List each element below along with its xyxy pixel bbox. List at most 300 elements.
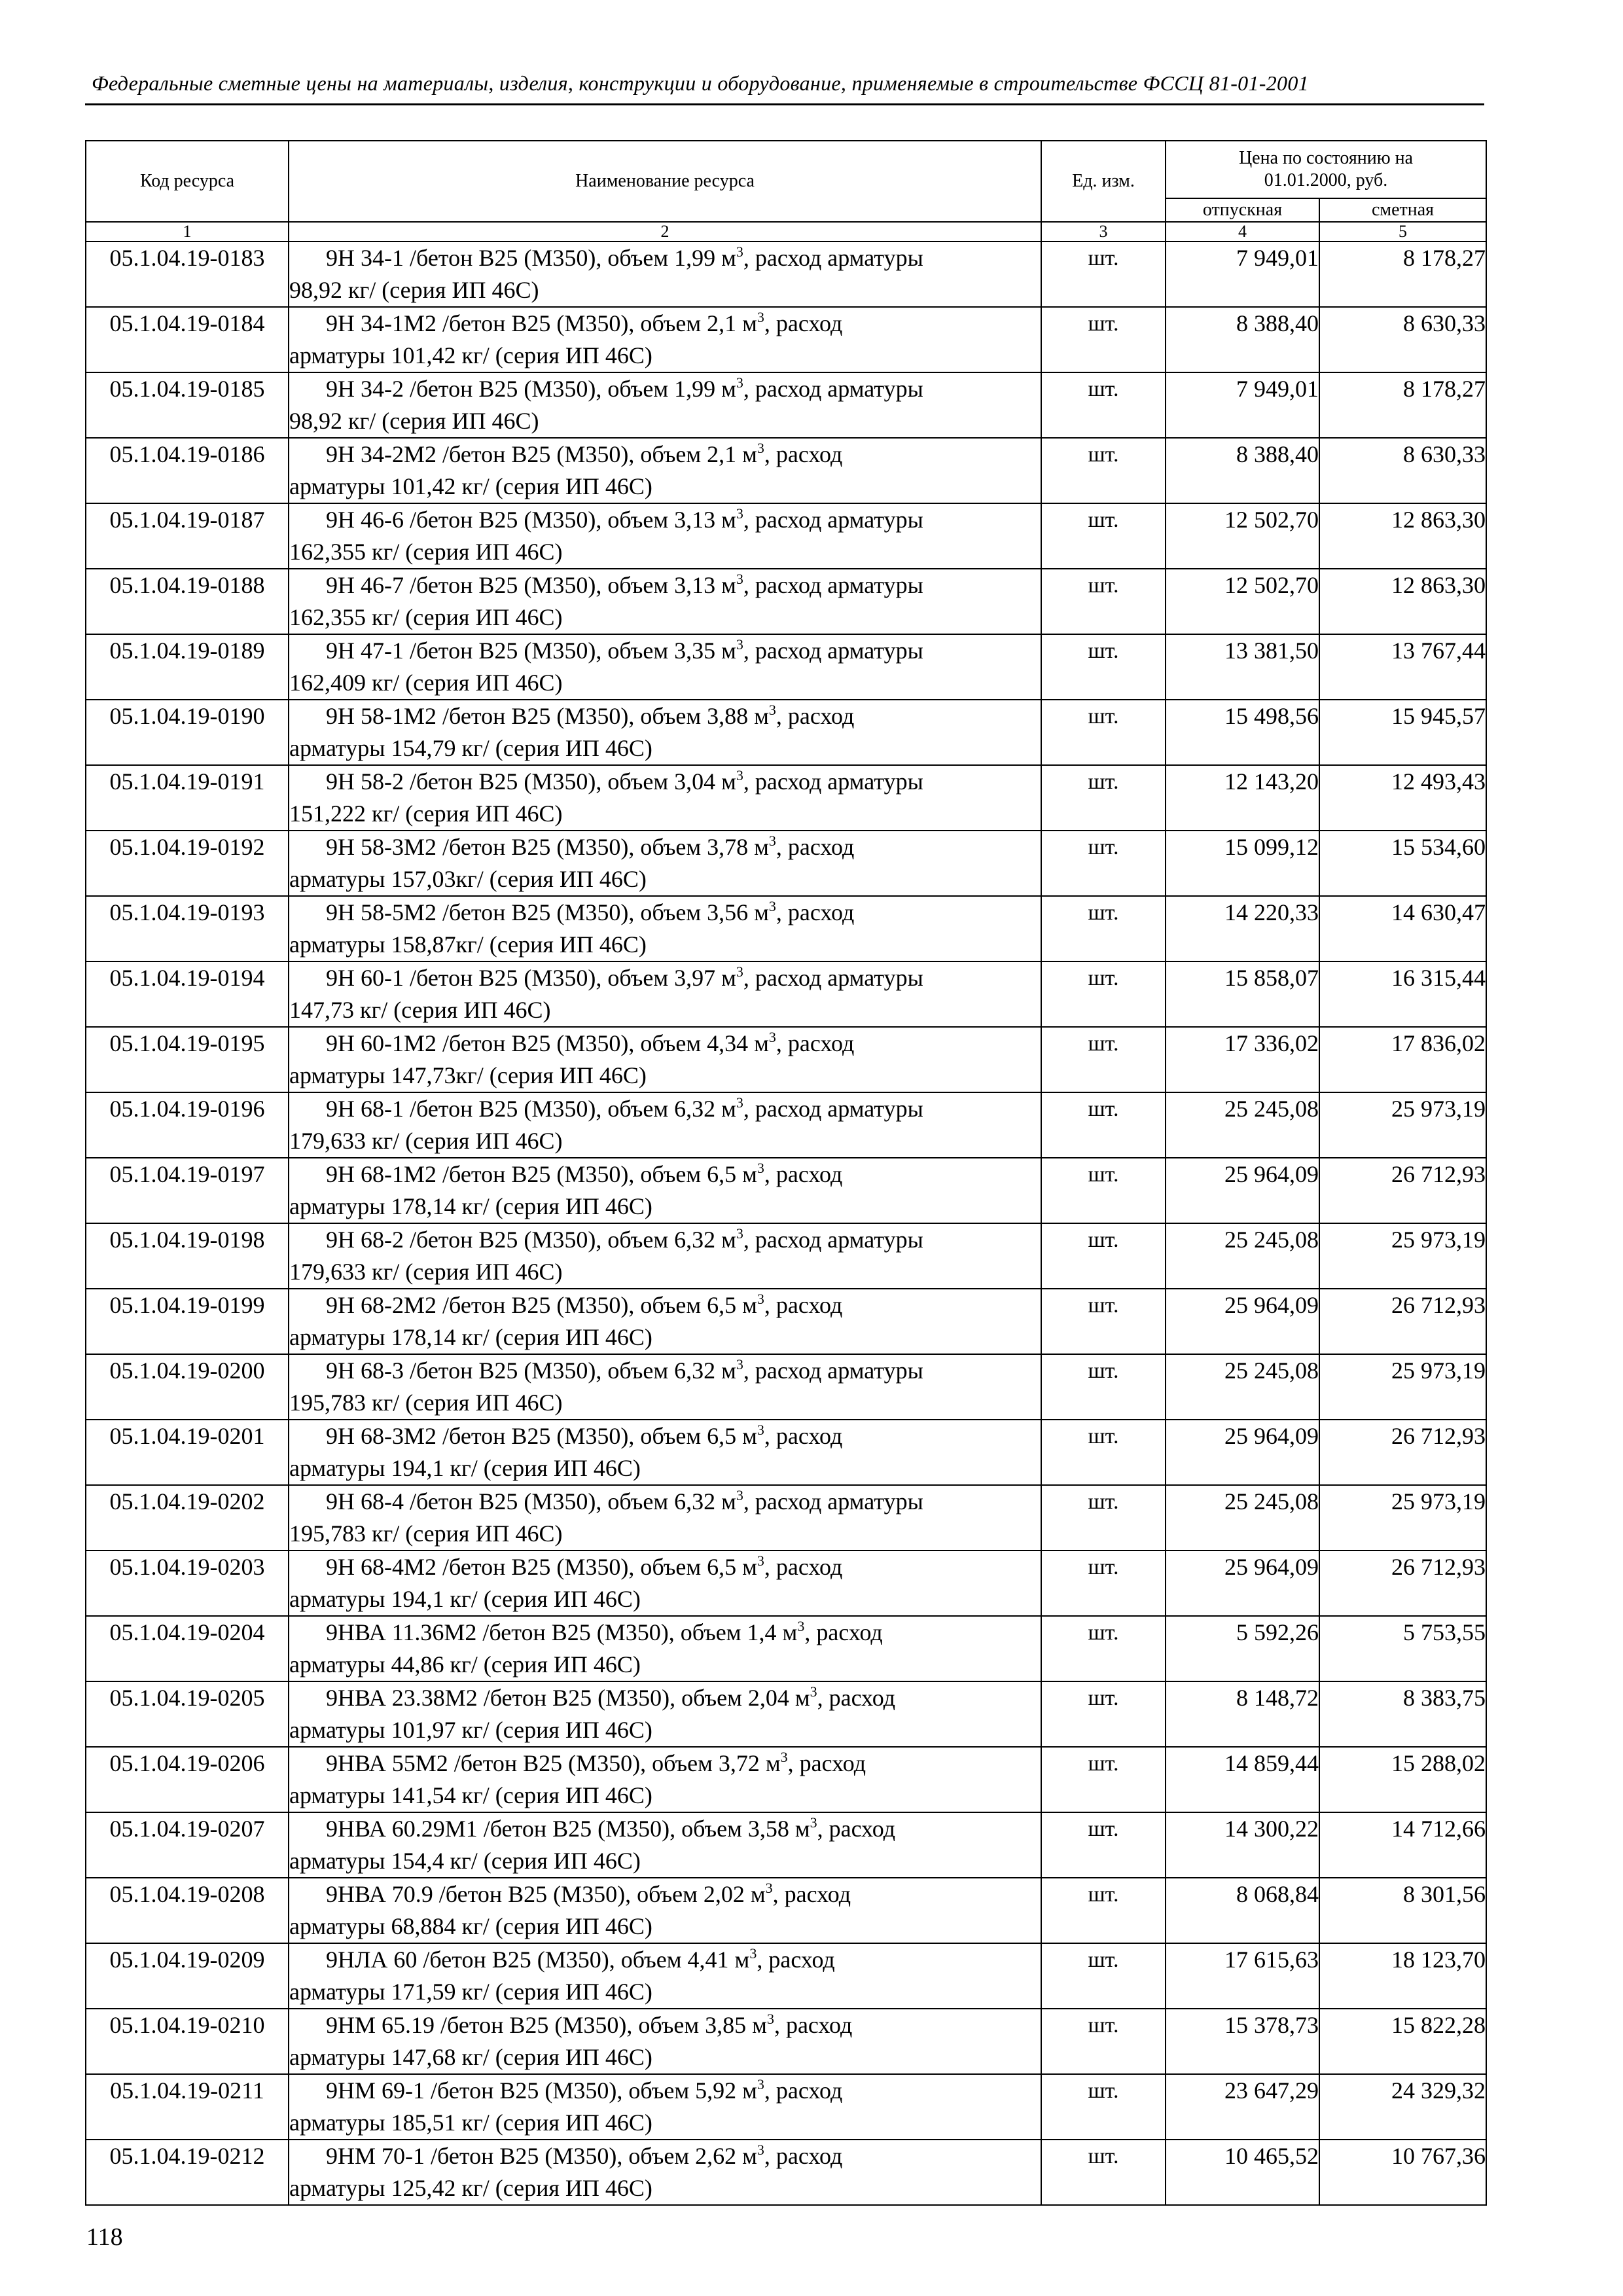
estimate-price: 17 836,02 (1319, 1027, 1486, 1092)
estimate-price: 8 178,27 (1319, 372, 1486, 438)
release-price: 25 964,09 (1166, 1289, 1319, 1354)
price-table (85, 140, 1487, 2206)
resource-name (289, 503, 1041, 569)
superscript: 3 (768, 1029, 776, 1045)
table-row (86, 1485, 1486, 1551)
resource-name-line1: 9Н 58-3М2 /бетон В25 (М350), объем 3,78 м (326, 834, 769, 860)
resource-name (289, 1616, 1041, 1681)
unit-cell: шт. (1041, 372, 1166, 438)
estimate-price: 26 712,93 (1319, 1420, 1486, 1485)
resource-name (289, 765, 1041, 831)
unit-cell: шт. (1041, 1616, 1166, 1681)
resource-name (289, 1158, 1041, 1223)
unit-cell: шт. (1041, 765, 1166, 831)
unit-cell: шт. (1041, 1812, 1166, 1878)
resource-code: 05.1.04.19-0193 (86, 896, 289, 961)
resource-name-line1: 9НЛА 60 /бетон В25 (М350), объем 4,41 м (326, 1946, 750, 1973)
estimate-price: 5 753,55 (1319, 1616, 1486, 1681)
unit-cell: шт. (1041, 634, 1166, 700)
table-row (86, 1812, 1486, 1878)
page-number: 118 (86, 2223, 123, 2251)
document-header-title: Федеральные сметные цены на материалы, изделия, конструкции и оборудование, применяемые в строительстве ФССЦ 81-01-2001 (92, 71, 1309, 95)
resource-code: 05.1.04.19-0206 (86, 1747, 289, 1812)
table-row (86, 1878, 1486, 1943)
resource-code: 05.1.04.19-0185 (86, 372, 289, 438)
superscript: 3 (757, 1552, 764, 1569)
resource-name-line1: 9НВА 23.38М2 /бетон В25 (М350), объем 2,04 м (326, 1685, 810, 1711)
resource-name (289, 1223, 1041, 1289)
estimate-price: 16 315,44 (1319, 961, 1486, 1027)
table-row (86, 1092, 1486, 1158)
release-price: 8 388,40 (1166, 307, 1319, 372)
superscript: 3 (749, 1945, 757, 1962)
resource-code: 05.1.04.19-0189 (86, 634, 289, 700)
unit-cell: шт. (1041, 569, 1166, 634)
column-number: 1 (86, 222, 289, 242)
unit-cell: шт. (1041, 896, 1166, 961)
release-price: 7 949,01 (1166, 242, 1319, 307)
estimate-price: 18 123,70 (1319, 1943, 1486, 2009)
unit-cell: шт. (1041, 1289, 1166, 1354)
release-price: 14 859,44 (1166, 1747, 1319, 1812)
resource-name-line2: арматуры 125,42 кг/ (серия ИП 46С) (289, 2175, 652, 2201)
resource-name (289, 307, 1041, 372)
unit-cell: шт. (1041, 1747, 1166, 1812)
resource-name (289, 1485, 1041, 1551)
estimate-price: 25 973,19 (1319, 1092, 1486, 1158)
resource-code: 05.1.04.19-0184 (86, 307, 289, 372)
superscript: 3 (736, 505, 743, 522)
estimate-price: 24 329,32 (1319, 2074, 1486, 2140)
resource-name (289, 1092, 1041, 1158)
column-number: 3 (1041, 222, 1166, 242)
resource-name-line1: 9Н 68-3М2 /бетон В25 (М350), объем 6,5 м (326, 1423, 757, 1449)
estimate-price: 10 767,36 (1319, 2140, 1486, 2205)
estimate-price: 25 973,19 (1319, 1223, 1486, 1289)
resource-name-line1: 9Н 34-2 /бетон В25 (М350), объем 1,99 м (326, 376, 736, 402)
unit-cell: шт. (1041, 2074, 1166, 2140)
resource-name (289, 1354, 1041, 1420)
release-price: 12 143,20 (1166, 765, 1319, 831)
resource-name (289, 896, 1041, 961)
resource-code: 05.1.04.19-0210 (86, 2009, 289, 2074)
resource-name-line1-rest: , расход арматуры (743, 768, 923, 795)
table-body (86, 242, 1486, 2205)
resource-code: 05.1.04.19-0201 (86, 1420, 289, 1485)
resource-code: 05.1.04.19-0188 (86, 569, 289, 634)
release-price: 12 502,70 (1166, 569, 1319, 634)
table-row (86, 634, 1486, 700)
release-price: 8 068,84 (1166, 1878, 1319, 1943)
resource-name-line2: арматуры 154,79 кг/ (серия ИП 46С) (289, 735, 652, 761)
resource-code: 05.1.04.19-0198 (86, 1223, 289, 1289)
resource-name-line1-rest: , расход арматуры (743, 1096, 923, 1122)
resource-name-line1: 9Н 68-3 /бетон В25 (М350), объем 6,32 м (326, 1357, 736, 1384)
table-row (86, 1158, 1486, 1223)
resource-name-line2: арматуры 158,87кг/ (серия ИП 46С) (289, 931, 647, 958)
unit-cell: шт. (1041, 2009, 1166, 2074)
resource-name (289, 1289, 1041, 1354)
table-row (86, 1551, 1486, 1616)
resource-name-line1-rest: , расход (764, 1554, 843, 1580)
resource-code: 05.1.04.19-0192 (86, 831, 289, 896)
unit-cell: шт. (1041, 1420, 1166, 1485)
resource-name (289, 2009, 1041, 2074)
table-row (86, 1747, 1486, 1812)
resource-name-line1-rest: , расход арматуры (743, 1227, 923, 1253)
release-price: 13 381,50 (1166, 634, 1319, 700)
table-row (86, 1354, 1486, 1420)
resource-code: 05.1.04.19-0183 (86, 242, 289, 307)
resource-name (289, 1878, 1041, 1943)
resource-name (289, 2140, 1041, 2205)
table-row (86, 242, 1486, 307)
resource-name-line1: 9Н 47-1 /бетон В25 (М350), объем 3,35 м (326, 637, 736, 664)
superscript: 3 (736, 243, 743, 260)
resource-code: 05.1.04.19-0202 (86, 1485, 289, 1551)
resource-name-line1-rest: , расход арматуры (743, 376, 923, 402)
resource-name-line1: 9Н 68-2 /бетон В25 (М350), объем 6,32 м (326, 1227, 736, 1253)
estimate-price: 13 767,44 (1319, 634, 1486, 700)
superscript: 3 (757, 1160, 764, 1176)
resource-code: 05.1.04.19-0194 (86, 961, 289, 1027)
release-price: 25 245,08 (1166, 1354, 1319, 1420)
resource-name-line1: 9НВА 11.36М2 /бетон В25 (М350), объем 1,4 м (326, 1619, 798, 1645)
superscript: 3 (736, 963, 743, 980)
release-price: 25 245,08 (1166, 1092, 1319, 1158)
resource-code: 05.1.04.19-0205 (86, 1681, 289, 1747)
resource-name-line1-rest: , расход (764, 441, 843, 467)
resource-code: 05.1.04.19-0195 (86, 1027, 289, 1092)
resource-name-line1: 9Н 68-1 /бетон В25 (М350), объем 6,32 м (326, 1096, 736, 1122)
estimate-price: 12 863,30 (1319, 503, 1486, 569)
resource-name (289, 242, 1041, 307)
superscript: 3 (736, 767, 743, 783)
column-number: 2 (289, 222, 1041, 242)
unit-cell: шт. (1041, 1485, 1166, 1551)
resource-name-line1: 9Н 60-1 /бетон В25 (М350), объем 3,97 м (326, 965, 736, 991)
resource-code: 05.1.04.19-0203 (86, 1551, 289, 1616)
release-price: 15 378,73 (1166, 2009, 1319, 2074)
superscript: 3 (757, 1422, 764, 1438)
resource-name-line1: 9Н 68-2М2 /бетон В25 (М350), объем 6,5 м (326, 1292, 757, 1318)
resource-name-line1-rest: , расход (764, 1161, 843, 1187)
resource-name-line2: 162,409 кг/ (серия ИП 46С) (289, 670, 563, 696)
resource-name-line2: арматуры 157,03кг/ (серия ИП 46С) (289, 866, 647, 892)
resource-code: 05.1.04.19-0186 (86, 438, 289, 503)
resource-code: 05.1.04.19-0208 (86, 1878, 289, 1943)
estimate-price: 26 712,93 (1319, 1158, 1486, 1223)
superscript: 3 (736, 1225, 743, 1242)
header-divider (85, 103, 1484, 105)
resource-name-line2: 162,355 кг/ (серия ИП 46С) (289, 539, 563, 565)
resource-code: 05.1.04.19-0190 (86, 700, 289, 765)
estimate-price: 15 945,57 (1319, 700, 1486, 765)
release-price: 12 502,70 (1166, 503, 1319, 569)
estimate-price: 12 493,43 (1319, 765, 1486, 831)
superscript: 3 (736, 374, 743, 391)
unit-cell: шт. (1041, 1681, 1166, 1747)
estimate-price: 8 383,75 (1319, 1681, 1486, 1747)
resource-name-line1: 9НВА 70.9 /бетон В25 (М350), объем 2,02 м (326, 1881, 766, 1907)
column-number: 4 (1166, 222, 1319, 242)
resource-name (289, 1747, 1041, 1812)
resource-name-line1-rest: , расход (776, 703, 855, 729)
resource-name-line1: 9Н 46-7 /бетон В25 (М350), объем 3,13 м (326, 572, 736, 598)
table-row (86, 503, 1486, 569)
resource-name-line1: 9НМ 65.19 /бетон В25 (М350), объем 3,85 м (326, 2012, 767, 2038)
table-row (86, 1289, 1486, 1354)
unit-cell: шт. (1041, 1027, 1166, 1092)
superscript: 3 (768, 833, 776, 849)
superscript: 3 (736, 1094, 743, 1111)
resource-name-line1: 9НМ 70-1 /бетон В25 (М350), объем 2,62 м (326, 2143, 757, 2169)
superscript: 3 (766, 2011, 774, 2027)
table-row (86, 831, 1486, 896)
resource-name-line2: 147,73 кг/ (серия ИП 46С) (289, 997, 551, 1023)
column-header-unit: Ед. изм. (1041, 141, 1166, 222)
release-price: 15 498,56 (1166, 700, 1319, 765)
release-price: 23 647,29 (1166, 2074, 1319, 2140)
resource-name-line1-rest: , расход (764, 310, 843, 336)
release-price: 15 099,12 (1166, 831, 1319, 896)
superscript: 3 (765, 1880, 773, 1896)
table-row (86, 2140, 1486, 2205)
unit-cell: шт. (1041, 1092, 1166, 1158)
estimate-price: 26 712,93 (1319, 1289, 1486, 1354)
resource-name (289, 1681, 1041, 1747)
resource-name-line1-rest: , расход (764, 1292, 843, 1318)
table-row (86, 700, 1486, 765)
resource-code: 05.1.04.19-0209 (86, 1943, 289, 2009)
superscript: 3 (757, 440, 764, 456)
table-row (86, 765, 1486, 831)
resource-name-line1-rest: , расход арматуры (743, 507, 923, 533)
resource-name-line2: арматуры 101,97 кг/ (серия ИП 46С) (289, 1717, 652, 1743)
resource-name-line1: 9Н 34-1 /бетон В25 (М350), объем 1,99 м (326, 245, 736, 271)
table-row (86, 2009, 1486, 2074)
unit-cell: шт. (1041, 503, 1166, 569)
resource-name-line1: 9НВА 55М2 /бетон В25 (М350), объем 3,72 м (326, 1750, 781, 1776)
table-row (86, 1420, 1486, 1485)
resource-name-line1: 9Н 34-2М2 /бетон В25 (М350), объем 2,1 м (326, 441, 757, 467)
resource-name-line1-rest: , расход (764, 2143, 843, 2169)
table-row (86, 896, 1486, 961)
resource-name-line1: 9Н 68-4М2 /бетон В25 (М350), объем 6,5 м (326, 1554, 757, 1580)
resource-name-line1: 9Н 68-1М2 /бетон В25 (М350), объем 6,5 м (326, 1161, 757, 1187)
superscript: 3 (810, 1683, 817, 1700)
resource-name-line1-rest: , расход (776, 834, 855, 860)
resource-name-line1-rest: , расход (757, 1946, 835, 1973)
resource-name-line1-rest: , расход арматуры (743, 572, 923, 598)
unit-cell: шт. (1041, 438, 1166, 503)
resource-name-line2: арматуры 44,86 кг/ (серия ИП 46С) (289, 1651, 641, 1677)
resource-name (289, 1812, 1041, 1878)
resource-name-line1-rest: , расход (817, 1816, 896, 1842)
table-row (86, 1027, 1486, 1092)
resource-name-line1-rest: , расход арматуры (743, 1357, 923, 1384)
unit-cell: шт. (1041, 307, 1166, 372)
resource-name-line2: арматуры 141,54 кг/ (серия ИП 46С) (289, 1782, 652, 1808)
release-price: 25 245,08 (1166, 1223, 1319, 1289)
resource-name-line1: 9Н 34-1М2 /бетон В25 (М350), объем 2,1 м (326, 310, 757, 336)
resource-name-line2: арматуры 171,59 кг/ (серия ИП 46С) (289, 1979, 652, 2005)
resource-name (289, 372, 1041, 438)
superscript: 3 (736, 571, 743, 587)
estimate-price: 25 973,19 (1319, 1354, 1486, 1420)
release-price: 7 949,01 (1166, 372, 1319, 438)
resource-name (289, 1943, 1041, 2009)
column-header-release: отпускная (1166, 198, 1319, 222)
resource-name-line1-rest: , расход (776, 1030, 855, 1056)
estimate-price: 8 630,33 (1319, 307, 1486, 372)
resource-name (289, 1027, 1041, 1092)
resource-name-line1-rest: , расход (764, 2077, 843, 2104)
resource-name-line1-rest: , расход (772, 1881, 851, 1907)
superscript: 3 (757, 1291, 764, 1307)
resource-code: 05.1.04.19-0212 (86, 2140, 289, 2205)
unit-cell: шт. (1041, 831, 1166, 896)
estimate-price: 8 301,56 (1319, 1878, 1486, 1943)
superscript: 3 (810, 1814, 817, 1831)
superscript: 3 (780, 1749, 788, 1765)
resource-name (289, 961, 1041, 1027)
resource-name-line2: арматуры 101,42 кг/ (серия ИП 46С) (289, 473, 652, 499)
resource-name (289, 1420, 1041, 1485)
resource-name (289, 438, 1041, 503)
estimate-price: 25 973,19 (1319, 1485, 1486, 1551)
resource-name-line1: 9Н 58-5М2 /бетон В25 (М350), объем 3,56 м (326, 899, 769, 925)
table-row (86, 1616, 1486, 1681)
superscript: 3 (768, 702, 776, 718)
table-row (86, 307, 1486, 372)
resource-code: 05.1.04.19-0211 (86, 2074, 289, 2140)
release-price: 25 964,09 (1166, 1158, 1319, 1223)
resource-name-line1: 9Н 68-4 /бетон В25 (М350), объем 6,32 м (326, 1488, 736, 1515)
table-row (86, 961, 1486, 1027)
resource-name-line2: арматуры 147,68 кг/ (серия ИП 46С) (289, 2044, 652, 2070)
release-price: 25 964,09 (1166, 1420, 1319, 1485)
resource-name-line1-rest: , расход (776, 899, 855, 925)
superscript: 3 (736, 1487, 743, 1503)
resource-name (289, 1551, 1041, 1616)
resource-name-line2: арматуры 101,42 кг/ (серия ИП 46С) (289, 342, 652, 368)
release-price: 8 148,72 (1166, 1681, 1319, 1747)
resource-code: 05.1.04.19-0200 (86, 1354, 289, 1420)
resource-name-line1-rest: , расход (764, 1423, 843, 1449)
resource-name-line1-rest: , расход арматуры (743, 245, 923, 271)
table-row (86, 2074, 1486, 2140)
estimate-price: 14 630,47 (1319, 896, 1486, 961)
resource-name-line2: 98,92 кг/ (серия ИП 46С) (289, 277, 539, 303)
unit-cell: шт. (1041, 1943, 1166, 2009)
resource-code: 05.1.04.19-0196 (86, 1092, 289, 1158)
resource-name-line2: 98,92 кг/ (серия ИП 46С) (289, 408, 539, 434)
estimate-price: 15 288,02 (1319, 1747, 1486, 1812)
resource-name (289, 831, 1041, 896)
estimate-price: 12 863,30 (1319, 569, 1486, 634)
release-price: 14 300,22 (1166, 1812, 1319, 1878)
resource-name-line2: 151,222 кг/ (серия ИП 46С) (289, 800, 563, 827)
superscript: 3 (736, 636, 743, 653)
unit-cell: шт. (1041, 1158, 1166, 1223)
resource-name (289, 2074, 1041, 2140)
resource-name-line1-rest: , расход арматуры (743, 965, 923, 991)
resource-code: 05.1.04.19-0191 (86, 765, 289, 831)
resource-name-line2: 195,783 кг/ (серия ИП 46С) (289, 1390, 563, 1416)
resource-name-line1: 9Н 58-2 /бетон В25 (М350), объем 3,04 м (326, 768, 736, 795)
resource-name-line2: арматуры 194,1 кг/ (серия ИП 46С) (289, 1586, 641, 1612)
table-row (86, 372, 1486, 438)
resource-name-line1-rest: , расход (817, 1685, 896, 1711)
resource-name-line1-rest: , расход арматуры (743, 1488, 923, 1515)
resource-name-line2: арматуры 147,73кг/ (серия ИП 46С) (289, 1062, 647, 1088)
resource-name-line2: арматуры 194,1 кг/ (серия ИП 46С) (289, 1455, 641, 1481)
resource-name-line1-rest: , расход (787, 1750, 866, 1776)
release-price: 8 388,40 (1166, 438, 1319, 503)
resource-name-line1: 9Н 46-6 /бетон В25 (М350), объем 3,13 м (326, 507, 736, 533)
table-row (86, 438, 1486, 503)
unit-cell: шт. (1041, 700, 1166, 765)
estimate-price: 15 534,60 (1319, 831, 1486, 896)
resource-name-line2: арматуры 178,14 кг/ (серия ИП 46С) (289, 1193, 652, 1219)
unit-cell: шт. (1041, 2140, 1166, 2205)
release-price: 17 336,02 (1166, 1027, 1319, 1092)
resource-name-line2: арматуры 178,14 кг/ (серия ИП 46С) (289, 1324, 652, 1350)
superscript: 3 (757, 309, 764, 325)
resource-name-line2: арматуры 185,51 кг/ (серия ИП 46С) (289, 2109, 652, 2136)
superscript: 3 (797, 1618, 805, 1634)
resource-code: 05.1.04.19-0204 (86, 1616, 289, 1681)
release-price: 10 465,52 (1166, 2140, 1319, 2205)
unit-cell: шт. (1041, 961, 1166, 1027)
unit-cell: шт. (1041, 1223, 1166, 1289)
release-price: 14 220,33 (1166, 896, 1319, 961)
resource-name-line2: 195,783 кг/ (серия ИП 46С) (289, 1520, 563, 1547)
column-header-estimate: сметная (1319, 198, 1486, 222)
resource-name (289, 634, 1041, 700)
resource-name-line2: арматуры 68,884 кг/ (серия ИП 46С) (289, 1913, 652, 1939)
resource-name-line1-rest: , расход (774, 2012, 853, 2038)
superscript: 3 (757, 2142, 764, 2158)
unit-cell: шт. (1041, 1354, 1166, 1420)
estimate-price: 26 712,93 (1319, 1551, 1486, 1616)
resource-code: 05.1.04.19-0207 (86, 1812, 289, 1878)
table-row (86, 569, 1486, 634)
release-price: 5 592,26 (1166, 1616, 1319, 1681)
resource-name (289, 700, 1041, 765)
column-header-code: Код ресурса (86, 141, 289, 222)
superscript: 3 (736, 1356, 743, 1372)
release-price: 15 858,07 (1166, 961, 1319, 1027)
superscript: 3 (768, 898, 776, 914)
unit-cell: шт. (1041, 1551, 1166, 1616)
column-number: 5 (1319, 222, 1486, 242)
estimate-price: 8 630,33 (1319, 438, 1486, 503)
column-header-price-group: Цена по состоянию на 01.01.2000, руб. (1166, 141, 1486, 198)
resource-name-line2: 179,633 кг/ (серия ИП 46С) (289, 1128, 563, 1154)
resource-name-line2: 162,355 кг/ (серия ИП 46С) (289, 604, 563, 630)
unit-cell: шт. (1041, 1878, 1166, 1943)
table-row (86, 1681, 1486, 1747)
release-price: 25 964,09 (1166, 1551, 1319, 1616)
table-row (86, 1223, 1486, 1289)
superscript: 3 (757, 2076, 764, 2092)
estimate-price: 15 822,28 (1319, 2009, 1486, 2074)
resource-name (289, 569, 1041, 634)
column-header-name: Наименование ресурса (289, 141, 1041, 222)
resource-name-line1: 9НМ 69-1 /бетон В25 (М350), объем 5,92 м (326, 2077, 757, 2104)
